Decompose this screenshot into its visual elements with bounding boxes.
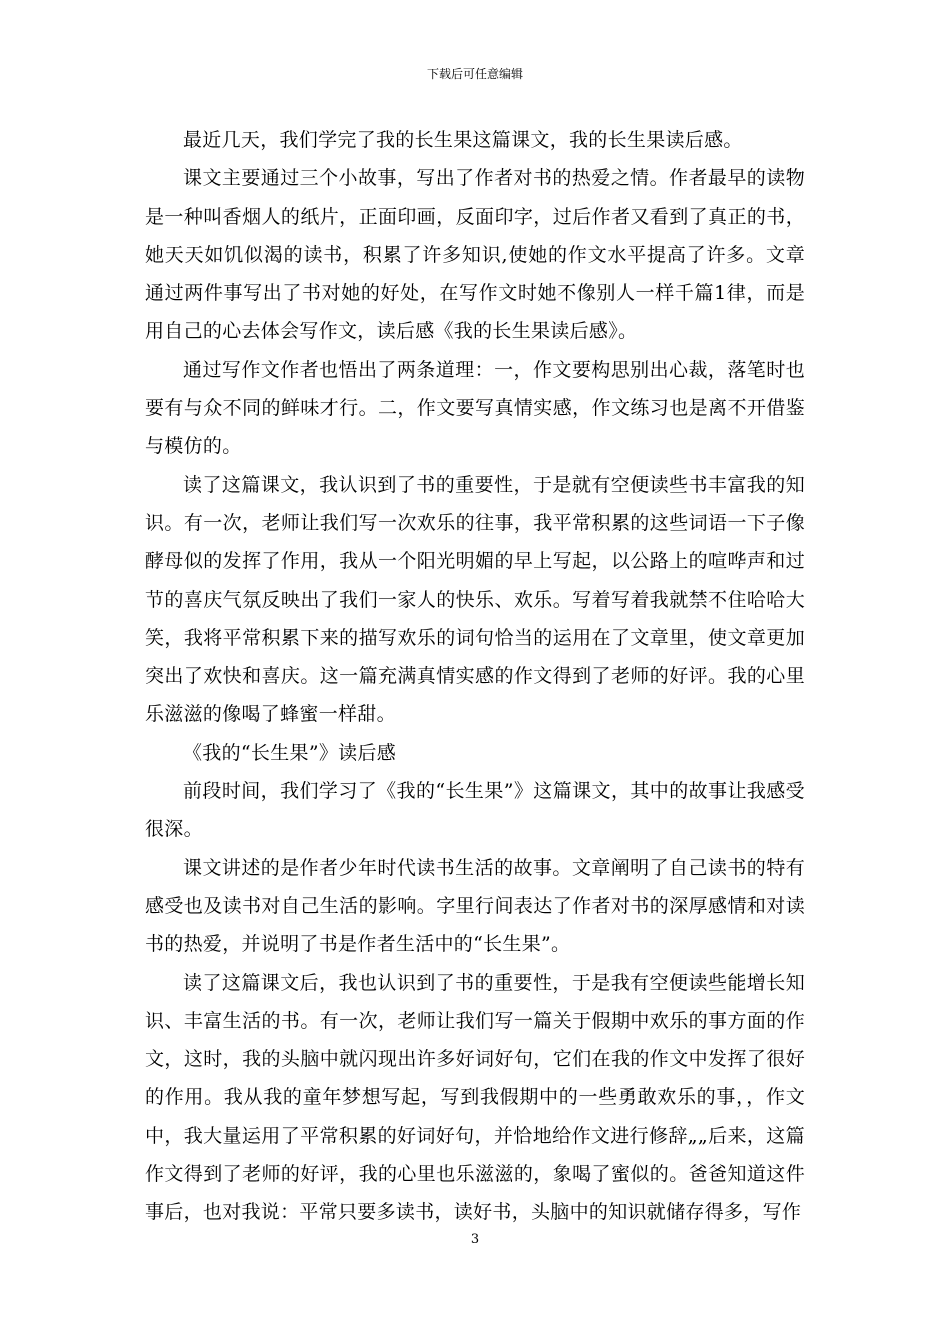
paragraph-second-reflection: 读了这篇课文后，我也认识到了书的重要性，于是我有空便读些能增长知识、丰富生活的书。有一次，老师让我们写一篇关于假期中欢乐的事方面的作文，这时，我的头脑中就闪现出许多好词好句，它们在我的作文中发挥了很好的作用。我从我的童年梦想写起，写到我假期中的一些勇敢欢乐的事，，作文中，我大量运用了平常积累的好词好句，并恰地给作文进行修辞„„后来，这篇作文得到了老师的好评，我的心里也乐滋滋的，象喝了蜜似的。爸爸知道这件事后，也对我说：平常只要多读书，读好书，头脑中的知识就储存得多，写作 [145,971,805,1224]
paragraph-lessons: 通过写作文作者也悟出了两条道理：一，作文要构思别出心裁，落笔时也要有与众不同的鲜味才行。二，作文要写真情实感，作文练习也是离不开借鉴与模仿的。 [145,358,805,458]
paragraph-second-summary: 课文讲述的是作者少年时代读书生活的故事。文章阐明了自己读书的特有感受也及读书对自己生活的影响。字里行间表达了作者对书的深厚感情和对读书的热爱，并说明了书是作者生活中的“长生果”。 [145,856,805,956]
paragraph-summary: 课文主要通过三个小故事，写出了作者对书的热爱之情。作者最早的读物是一种叫香烟人的纸片，正面印画，反面印字，过后作者又看到了真正的书，她天天如饥似渴的读书，积累了许多知识,使她的作文水平提高了许多。文章通过两件事写出了书对她的好处，在写作文时她不像别人一样千篇1律，而是用自己的心去体会写作文，读后感《我的长生果读后感》。 [145,167,805,343]
document-body [145,121,805,1232]
page-header: 下载后可任意编辑 [426,67,523,81]
paragraph-reflection: 读了这篇课文，我认识到了书的重要性，于是就有空便读些书丰富我的知识。有一次，老师让我们写一次欢乐的往事，我平常积累的这些词语一下子像酵母似的发挥了作用，我从一个阳光明媚的早上写起，以公路上的喧哗声和过节的喜庆气氛反映出了我们一家人的快乐、欢乐。写着写着我就禁不住哈哈大笑，我将平常积累下来的描写欢乐的词句恰当的运用在了文章里，使文章更加突出了欢快和喜庆。这一篇充满真情实感的作文得到了老师的好评。我的心里乐滋滋的像喝了蜂蜜一样甜。 [145,473,805,726]
section-title: 《我的“长生果”》读后感 [183,741,397,764]
page-number: 3 [470,1232,480,1247]
paragraph-second-intro: 前段时间，我们学习了《我的“长生果”》这篇课文，其中的故事让我感受很深。 [145,780,805,841]
paragraph-intro: 最近几天，我们学完了我的长生果这篇课文，我的长生果读后感。 [183,129,743,151]
